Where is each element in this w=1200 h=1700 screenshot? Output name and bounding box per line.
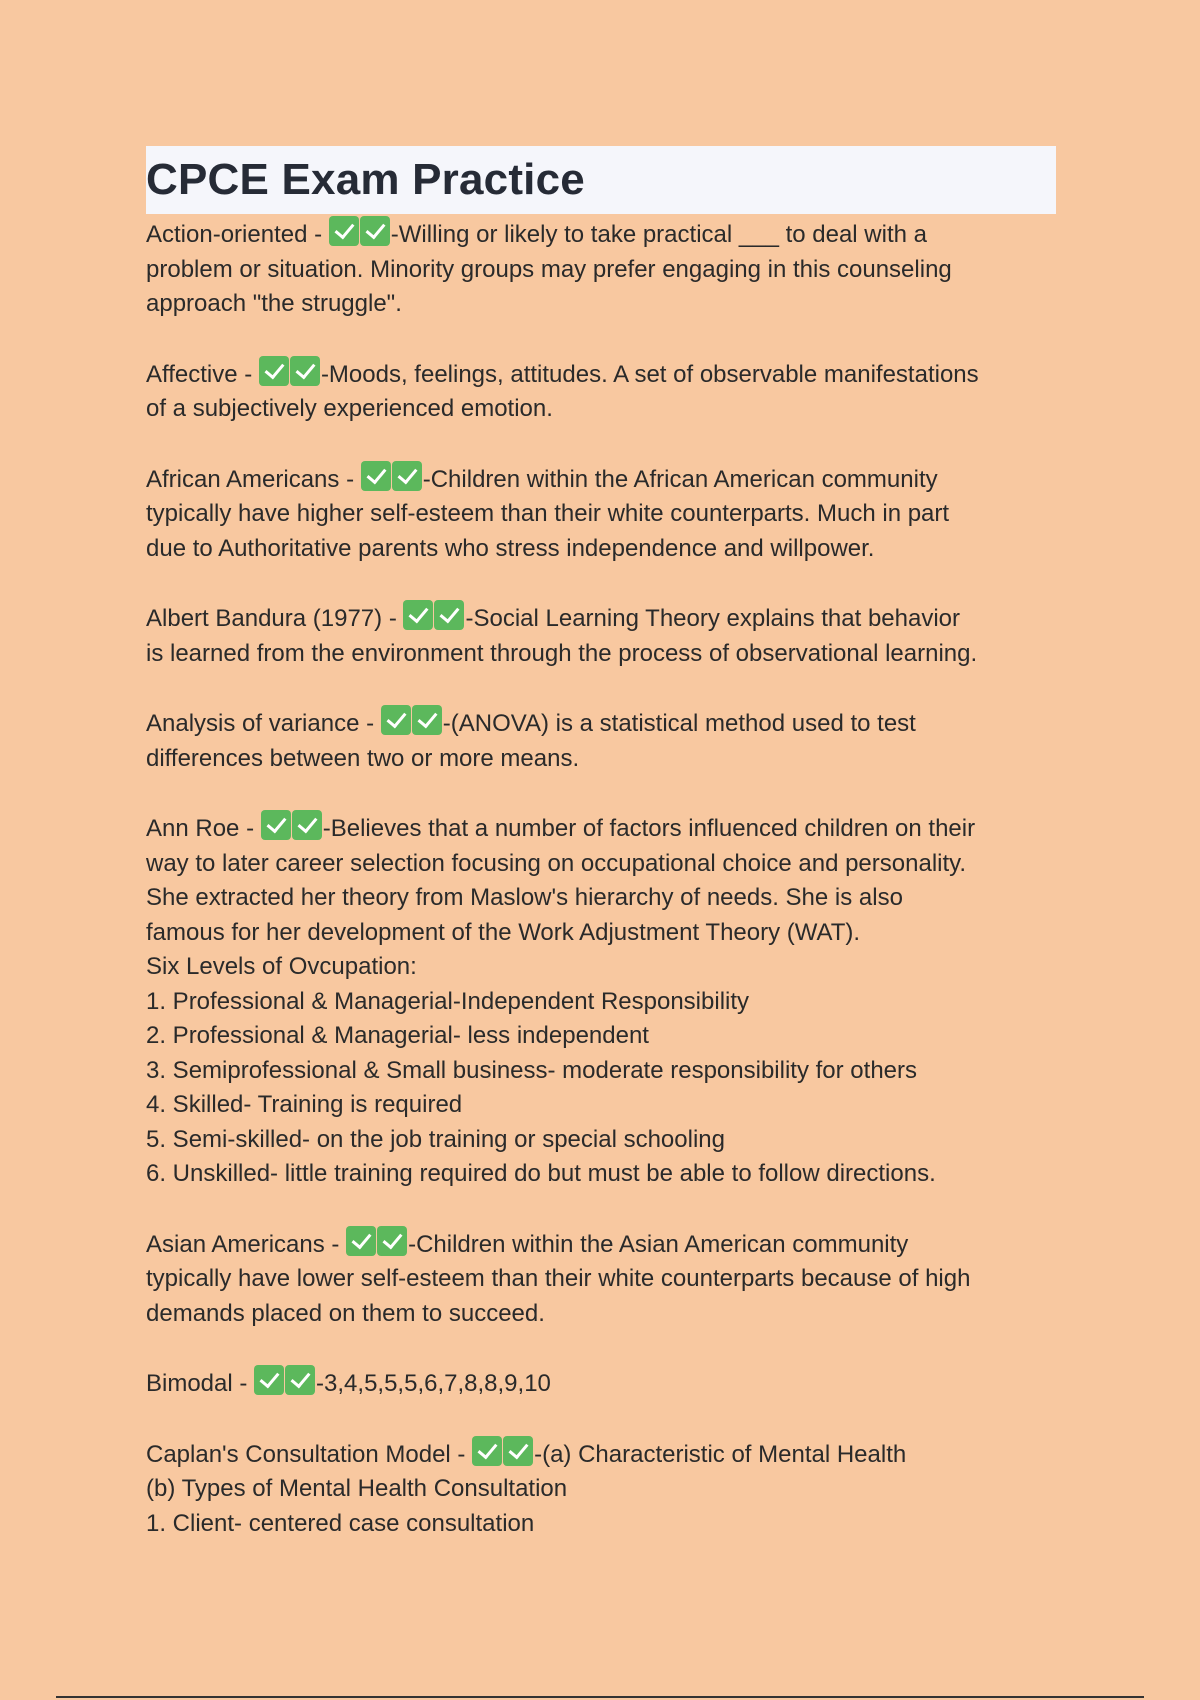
answer-checks (403, 600, 465, 630)
check-mark-icon (259, 356, 289, 386)
entry-line (146, 881, 1056, 916)
entry-text: famous for her development of the Work Adjustment Theory (WAT). (146, 918, 861, 946)
entry-text: Six Levels of Ovcupation: (146, 953, 417, 980)
entry-text: approach "the struggle". (146, 290, 402, 317)
entry-term: Bimodal - (146, 1370, 255, 1397)
answer-checks (472, 1436, 534, 1466)
entry-line (146, 532, 1056, 567)
check-mark-icon (472, 1436, 502, 1466)
entry-term: Caplan's Consultation Model - (146, 1440, 473, 1468)
entry-line (146, 637, 1056, 672)
entry-text: -Moods, feelings, attitudes. A set of observable manifestations (320, 360, 979, 388)
check-mark-icon (361, 461, 391, 491)
entry-line (146, 253, 1056, 288)
entry-line (146, 1157, 1056, 1192)
entry-text: -(a) Characteristic of Mental Health (534, 1440, 907, 1468)
entry-term: Ann Roe - (146, 815, 261, 842)
glossary-entry (146, 461, 1056, 567)
check-mark-icon (377, 1226, 407, 1256)
document-page (146, 146, 1056, 1575)
entry-text: 4. Skilled- Training is required (146, 1091, 463, 1118)
entry-line (146, 705, 1056, 742)
check-mark-icon (381, 705, 411, 735)
answer-checks (261, 810, 323, 840)
entry-line (146, 742, 1056, 777)
entry-line (146, 600, 1056, 637)
entry-text: She extracted her theory from Maslow's hierarchy of needs. She is also (146, 884, 903, 911)
entry-term: Action-oriented - (146, 221, 329, 248)
entry-text: typically have lower self-esteem than their white counterparts because of high (146, 1265, 971, 1292)
entry-line (146, 916, 1056, 951)
title-banner (146, 146, 1056, 214)
entry-line (146, 985, 1056, 1020)
check-mark-icon (392, 461, 422, 491)
entry-text: 3. Semiprofessional & Small business- moderate responsibility for others (146, 1056, 918, 1084)
check-mark-icon (346, 1226, 376, 1256)
entry-text: of a subjectively experienced emotion. (146, 395, 553, 422)
glossary-entry (146, 1436, 1056, 1542)
entry-text: -Children within the Asian American community (408, 1230, 909, 1258)
answer-checks (329, 216, 391, 246)
glossary-entry (146, 810, 1056, 1192)
check-mark-icon (261, 810, 291, 840)
entry-text: -Children within the African American community (422, 465, 938, 493)
entry-text: typically have higher self-esteem than their white counterparts. Much in part (146, 500, 950, 527)
entry-line (146, 1507, 1056, 1542)
check-mark-icon (403, 600, 433, 630)
entry-line (146, 497, 1056, 532)
entry-term: Analysis of variance - (146, 710, 381, 737)
entry-line (146, 1472, 1056, 1507)
entry-line (146, 1365, 1056, 1402)
entry-text: demands placed on them to succeed. (146, 1299, 545, 1327)
entry-line (146, 1262, 1056, 1297)
check-mark-icon (329, 216, 359, 246)
check-mark-icon (434, 600, 464, 630)
entry-text: (b) Types of Mental Health Consultation (146, 1475, 568, 1502)
entry-line (146, 1019, 1056, 1054)
entry-term: African Americans - (146, 465, 361, 493)
glossary-entry (146, 1365, 1056, 1402)
answer-checks (254, 1365, 316, 1395)
entry-text: due to Authoritative parents who stress independence and willpower. (146, 534, 875, 562)
glossary-entry (146, 600, 1056, 671)
entry-line (146, 1226, 1056, 1263)
entry-text: -Social Learning Theory explains that behavior (465, 605, 961, 632)
entry-text: 2. Professional & Managerial- less independent (146, 1022, 649, 1049)
entry-text: -3,4,5,5,5,6,7,8,8,9,10 (316, 1370, 551, 1397)
entry-line (146, 1436, 1056, 1473)
entry-line (146, 356, 1056, 393)
glossary-entry (146, 1226, 1056, 1332)
footer-divider (56, 1696, 1144, 1698)
entry-line (146, 216, 1056, 253)
entry-text: 1. Professional & Managerial-Independent Responsibility (146, 987, 750, 1015)
entry-term: Affective - (146, 360, 259, 388)
answer-checks (381, 705, 443, 735)
answer-checks (259, 356, 321, 386)
answer-checks (361, 461, 423, 491)
check-mark-icon (254, 1365, 284, 1395)
glossary-entry (146, 216, 1056, 322)
check-mark-icon (285, 1365, 315, 1395)
entry-text: -Willing or likely to take practical ___ to deal with a (390, 221, 928, 248)
glossary-entries (146, 216, 1056, 1541)
entry-text: is learned from the environment through the process of observational learning. (146, 639, 978, 667)
entry-line (146, 287, 1056, 322)
glossary-entry (146, 356, 1056, 427)
entry-text: -Believes that a number of factors influenced children on their (322, 815, 976, 842)
entry-line (146, 1088, 1056, 1123)
entry-line (146, 847, 1056, 882)
entry-text: 6. Unskilled- little training required do but must be able to follow directions. (146, 1160, 936, 1187)
document-title: CPCE Exam Practice (146, 155, 585, 204)
entry-text: -(ANOVA) is a statistical method used to test (442, 710, 916, 737)
entry-line (146, 810, 1056, 847)
entry-line (146, 1123, 1056, 1158)
entry-term: Asian Americans - (146, 1230, 347, 1258)
entry-text: problem or situation. Minority groups may prefer engaging in this counseling (146, 255, 952, 283)
entry-line (146, 461, 1056, 498)
entry-text: differences between two or more means. (146, 744, 580, 772)
entry-line (146, 1054, 1056, 1089)
entry-text: 1. Client- centered case consultation (146, 1509, 535, 1537)
glossary-entry (146, 705, 1056, 776)
check-mark-icon (292, 810, 322, 840)
entry-text: way to later career selection focusing on occupational choice and personality. (146, 849, 967, 877)
check-mark-icon (412, 705, 442, 735)
answer-checks (346, 1226, 408, 1256)
entry-text: 5. Semi-skilled- on the job training or special schooling (146, 1125, 725, 1153)
check-mark-icon (503, 1436, 533, 1466)
entry-term: Albert Bandura (1977) - (146, 605, 404, 632)
check-mark-icon (360, 216, 390, 246)
entry-line (146, 1297, 1056, 1332)
check-mark-icon (290, 356, 320, 386)
entry-line (146, 950, 1056, 985)
entry-line (146, 392, 1056, 427)
